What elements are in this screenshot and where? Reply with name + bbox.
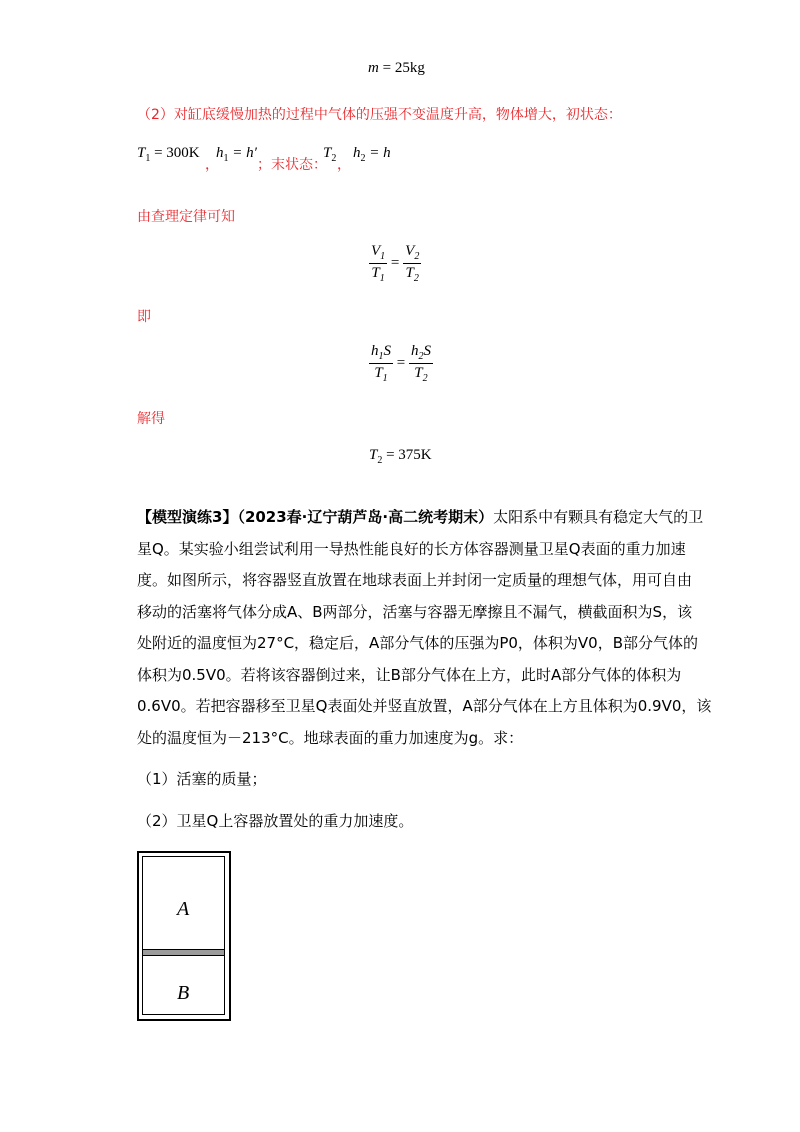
h2-expression: $h_2 = h$ [353, 145, 391, 164]
problem-statement [137, 502, 737, 837]
state-line [137, 145, 737, 175]
comma: ， [337, 157, 351, 173]
problem-line-1: 【模型演练3】（2023春·辽宁葫芦岛·高二统考期末）太阳系中有颗具有稳定大气的卫 [137, 508, 704, 526]
fraction-left: $\frac{V_1}{T_1}$ [371, 243, 386, 284]
problem-line-2: 星Q。某实验小组尝试利用一导热性能良好的长方体容器测量卫星Q表面的重力加速 [137, 539, 686, 558]
problem-line-6: 体积为0.5V0。若将该容器倒过来，让B部分气体在上方，此时A部分气体的体积为 [137, 665, 682, 684]
question-1: （1）活塞的质量； [137, 770, 267, 788]
step2-text: （2）对缸底缓慢加热的过程中气体的压强不变温度升高，物体增大，初状态： [137, 107, 622, 123]
fraction-right: $\frac{V_2}{T_2}$ [405, 243, 420, 284]
fraction-right: $\frac{h_2S}{T_2}$ [410, 343, 431, 384]
ji-text: 即 [137, 309, 151, 325]
problem-line-4: 移动的活塞将气体分成A、B两部分，活塞与容器无摩擦且不漏气，横截面积为S，该 [137, 602, 693, 621]
solve-text: 解得 [137, 411, 165, 427]
problem-line-7: 0.6V0。若把容器移至卫星Q表面处并竖直放置，A部分气体在上方且体积为0.9V0，该 [137, 697, 712, 715]
equation-hs-over-t: $\frac{h_1S}{T_1}$ = $\frac{h_2S}{T_2}$ [371, 343, 431, 384]
container-inner-wall [142, 856, 225, 1015]
problem-line-8: 处的温度恒为－213°C。地球表面的重力加速度为g。求： [137, 728, 524, 747]
gas-label-a: A [177, 898, 190, 920]
charles-law-text: 由查理定律可知 [137, 209, 235, 225]
gas-label-b: B [177, 982, 190, 1004]
result-equation: $T_2 = 375K$ [369, 447, 432, 466]
comma: ， [205, 157, 219, 173]
problem-title: 【模型演练3】（2023春·辽宁葫芦岛·高二统考期末） [137, 508, 494, 526]
problem-line-3: 度。如图所示，将容器竖直放置在地球表面上并封闭一定质量的理想气体，用可自由 [137, 571, 693, 589]
question-2: （2）卫星Q上容器放置处的重力加速度。 [137, 811, 414, 830]
t2-expression: $T_2$ [323, 145, 337, 164]
container-diagram [137, 851, 231, 1021]
fraction-left: $\frac{h_1S}{T_1}$ [371, 343, 391, 384]
final-state-label: ；末状态： [257, 157, 327, 173]
h1-expression: $h_1 = h'$ [216, 145, 257, 164]
mass-equation: m = 25kg [368, 60, 425, 76]
problem-line-5: 处附近的温度恒为27°C，稳定后，A部分气体的压强为P0，体积为V0，B部分气体的 [137, 634, 699, 652]
equation-v-over-t: $\frac{V_1}{T_1}$ = $\frac{V_2}{T_2}$ [371, 243, 420, 284]
piston [143, 949, 224, 956]
t1-expression: $T_1 = 300K$ [137, 145, 200, 164]
